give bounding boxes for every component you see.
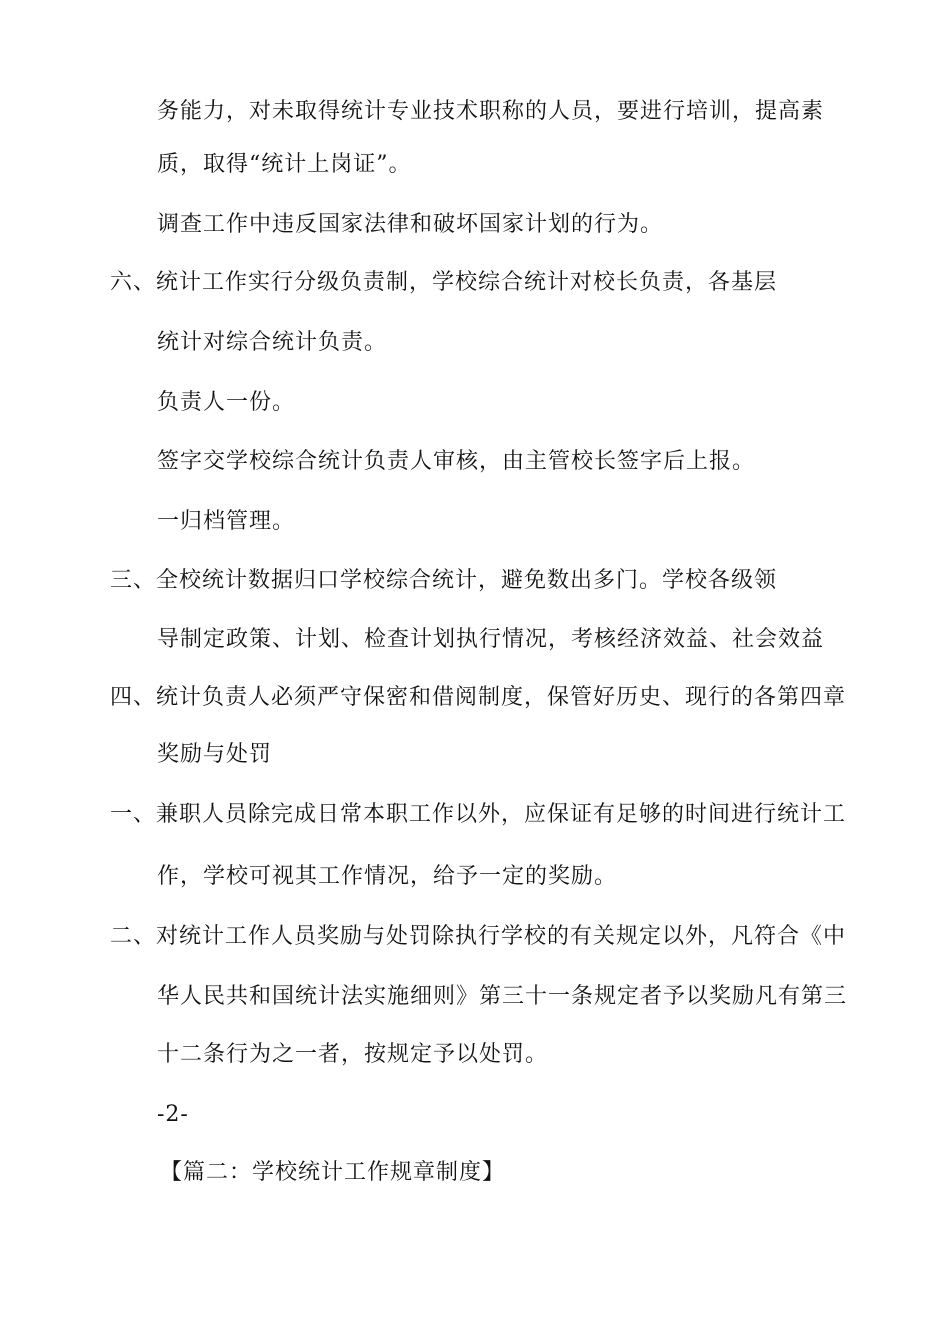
text-line: 导制定政策、计划、检查计划执行情况，考核经济效益、社会效益	[157, 627, 825, 652]
text-line: 三、全校统计数据归口学校综合统计，避免数出多门。学校各级领	[110, 568, 778, 593]
text-line: 作，学校可视其工作情况，给予一定的奖励。	[157, 864, 618, 889]
text-line: 华人民共和国统计法实施细则》第三十一条规定者予以奖励凡有第三	[157, 984, 848, 1009]
text-line: 六、统计工作实行分级负责制，学校综合统计对校长负责，各基层	[110, 270, 778, 295]
text-line: 务能力，对未取得统计专业技术职称的人员，要进行培训，提高素	[157, 99, 825, 124]
text-line: 质，取得“统计上岗证”。	[157, 152, 412, 177]
text-line: 十二条行为之一者，按规定予以处罚。	[157, 1042, 549, 1067]
text-line: 签字交学校综合统计负责人审核，由主管校长签字后上报。	[157, 449, 756, 474]
text-line: 统计对综合统计负责。	[157, 330, 388, 355]
text-line: 一、兼职人员除完成日常本职工作以外，应保证有足够的时间进行统计工	[110, 802, 847, 827]
section-heading: 奖励与处罚	[157, 742, 273, 767]
page-number: -2-	[157, 1102, 189, 1127]
text-line: 调查工作中违反国家法律和破坏国家计划的行为。	[157, 212, 664, 237]
text-line: 一归档管理。	[157, 509, 296, 534]
article-title: 【篇二：学校统计工作规章制度】	[160, 1160, 506, 1185]
text-line: 四、统计负责人必须严守保密和借阅制度，保管好历史、现行的各第四章	[110, 685, 847, 710]
text-line: 负责人一份。	[157, 390, 296, 415]
text-line: 二、对统计工作人员奖励与处罚除执行学校的有关规定以外，凡符合《中	[110, 924, 847, 949]
